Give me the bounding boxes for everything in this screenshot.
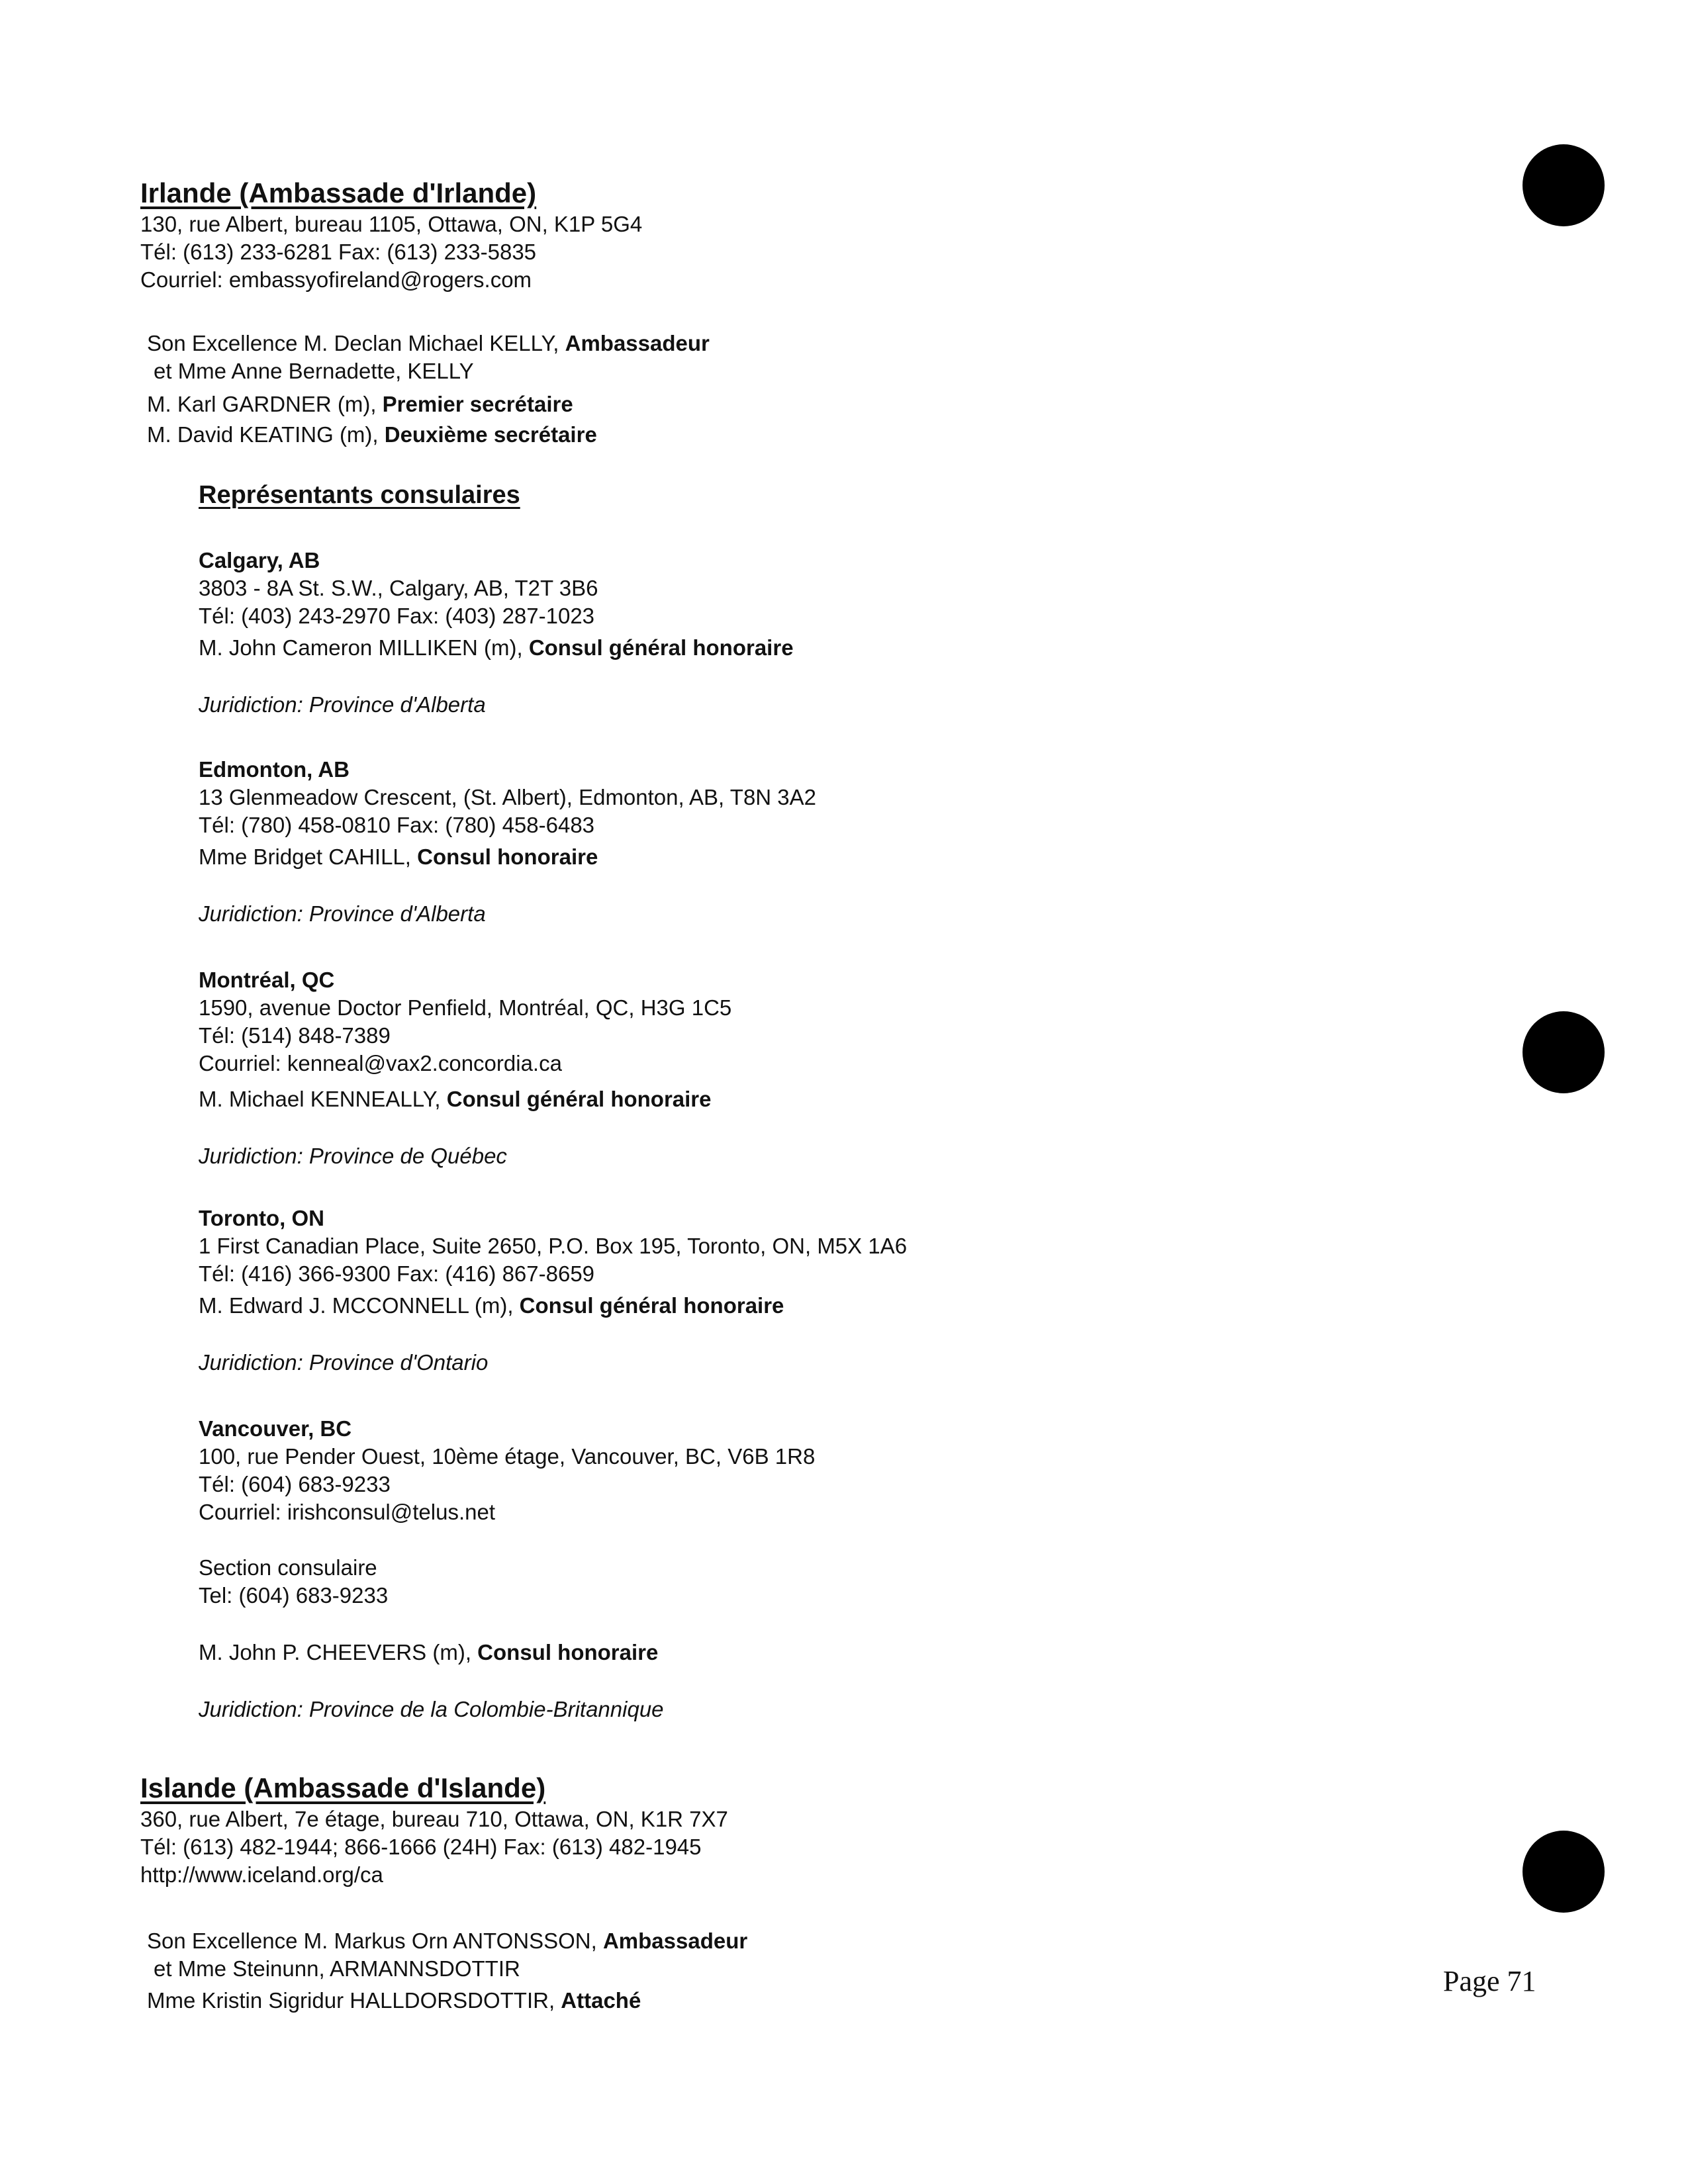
- embassy-website: http://www.iceland.org/ca: [140, 1862, 383, 1887]
- consulate-vancouver: [199, 1415, 1456, 1723]
- staff-role: Ambassadeur: [565, 331, 710, 355]
- staff-entry: [140, 1927, 1464, 1955]
- consul-role: Consul général honoraire: [446, 1087, 712, 1111]
- staff-name: et Mme Steinunn, ARMANNSDOTTIR: [154, 1956, 520, 1981]
- islande-embassy-section: [140, 1771, 1464, 1889]
- consulate-address: 13 Glenmeadow Crescent, (St. Albert), Edmonton, AB, T8N 3A2: [199, 785, 817, 809]
- consulate-phone: Tél: (514) 848-7389: [199, 1023, 391, 1048]
- embassy-phone: Tél: (613) 482-1944; 866-1666 (24H) Fax: (613) 482-1945: [140, 1835, 702, 1859]
- staff-entry: [140, 421, 1464, 449]
- staff-entry: [140, 390, 1464, 418]
- page-number: Page 71: [1443, 1965, 1536, 1997]
- staff-name: Son Excellence M. Declan Michael KELLY,: [147, 331, 565, 355]
- consulate-jurisdiction: Juridiction: Province d'Alberta: [199, 692, 486, 717]
- binder-hole-top: [1523, 144, 1605, 226]
- consulate-email: Courriel: irishconsul@telus.net: [199, 1500, 496, 1524]
- consulate-toronto: [199, 1205, 1456, 1377]
- irlande-embassy-section: [140, 176, 1464, 294]
- consul-entry: [199, 1639, 1456, 1666]
- consulate-address: 100, rue Pender Ouest, 10ème étage, Vancouver, BC, V6B 1R8: [199, 1444, 816, 1469]
- consul-entry: [199, 1292, 1456, 1320]
- consul-name: Mme Bridget CAHILL,: [199, 844, 418, 869]
- staff-name: Mme Kristin Sigridur HALLDORSDOTTIR,: [147, 1988, 561, 2013]
- consul-name: M. John P. CHEEVERS (m),: [199, 1640, 478, 1664]
- consulate-montreal: [199, 966, 1456, 1170]
- staff-role: Premier secrétaire: [382, 392, 573, 416]
- consul-role: Consul honoraire: [417, 844, 598, 869]
- consulate-city: Calgary, AB: [199, 548, 320, 572]
- consulate-email: Courriel: kenneal@vax2.concordia.ca: [199, 1051, 562, 1075]
- embassy-title: Islande (Ambassade d'Islande): [140, 1772, 546, 1803]
- consul-name: M. Edward J. MCCONNELL (m),: [199, 1293, 520, 1318]
- consul-entry: [199, 843, 1456, 871]
- consulate-edmonton: [199, 756, 1456, 928]
- consular-section-label: Section consulaire: [199, 1555, 377, 1580]
- embassy-phone: Tél: (613) 233-6281 Fax: (613) 233-5835: [140, 240, 537, 264]
- consular-heading: Représentants consulaires: [199, 481, 520, 509]
- consulate-phone: Tél: (780) 458-0810 Fax: (780) 458-6483: [199, 813, 595, 837]
- consul-name: M. John Cameron MILLIKEN (m),: [199, 635, 529, 660]
- binder-hole-bottom: [1523, 1831, 1605, 1913]
- consul-name: M. Michael KENNEALLY,: [199, 1087, 447, 1111]
- consulate-phone: Tél: (604) 683-9233: [199, 1472, 391, 1496]
- staff-entry: [140, 1955, 1464, 1983]
- staff-role: Deuxième secrétaire: [384, 422, 597, 447]
- consul-role: Consul général honoraire: [519, 1293, 784, 1318]
- consulate-calgary: [199, 547, 1456, 719]
- staff-role: Ambassadeur: [602, 1929, 748, 1953]
- consulate-city: Toronto, ON: [199, 1206, 325, 1230]
- islande-staff-list: [140, 1927, 1464, 2015]
- staff-name: M. David KEATING (m),: [147, 422, 385, 447]
- consul-entry: [199, 1085, 1456, 1113]
- consulate-city: Montréal, QC: [199, 968, 335, 992]
- embassy-address: 130, rue Albert, bureau 1105, Ottawa, ON, K1P 5G4: [140, 212, 643, 236]
- consul-entry: [199, 634, 1456, 662]
- embassy-title: Irlande (Ambassade d'Irlande): [140, 177, 537, 208]
- consulate-jurisdiction: Juridiction: Province d'Alberta: [199, 901, 486, 926]
- consul-role: Consul honoraire: [477, 1640, 659, 1664]
- consulate-phone: Tél: (403) 243-2970 Fax: (403) 287-1023: [199, 604, 595, 628]
- consulate-address: 1590, avenue Doctor Penfield, Montréal, QC, H3G 1C5: [199, 995, 732, 1020]
- consulate-city: Edmonton, AB: [199, 757, 350, 782]
- irlande-staff-list: [140, 330, 1464, 449]
- staff-name: M. Karl GARDNER (m),: [147, 392, 383, 416]
- consulate-address: 3803 - 8A St. S.W., Calgary, AB, T2T 3B6: [199, 576, 598, 600]
- consulate-phone: Tél: (416) 366-9300 Fax: (416) 867-8659: [199, 1261, 595, 1286]
- consulate-jurisdiction: Juridiction: Province de Québec: [199, 1144, 507, 1168]
- binder-hole-middle: [1523, 1011, 1605, 1093]
- consulate-jurisdiction: Juridiction: Province d'Ontario: [199, 1350, 489, 1375]
- embassy-email: Courriel: embassyofireland@rogers.com: [140, 267, 532, 292]
- embassy-address: 360, rue Albert, 7e étage, bureau 710, Ottawa, ON, K1R 7X7: [140, 1807, 728, 1831]
- consular-section-phone: Tel: (604) 683-9233: [199, 1583, 389, 1608]
- staff-name: Son Excellence M. Markus Orn ANTONSSON,: [147, 1929, 603, 1953]
- staff-entry: [140, 357, 1464, 385]
- consulate-address: 1 First Canadian Place, Suite 2650, P.O. Box 195, Toronto, ON, M5X 1A6: [199, 1234, 908, 1258]
- staff-entry: [140, 1987, 1464, 2015]
- consulate-city: Vancouver, BC: [199, 1416, 352, 1441]
- consulate-jurisdiction: Juridiction: Province de la Colombie-Britannique: [199, 1697, 664, 1721]
- staff-entry: [140, 330, 1464, 357]
- consul-role: Consul général honoraire: [528, 635, 794, 660]
- staff-role: Attaché: [561, 1988, 641, 2013]
- staff-name: et Mme Anne Bernadette, KELLY: [154, 359, 474, 383]
